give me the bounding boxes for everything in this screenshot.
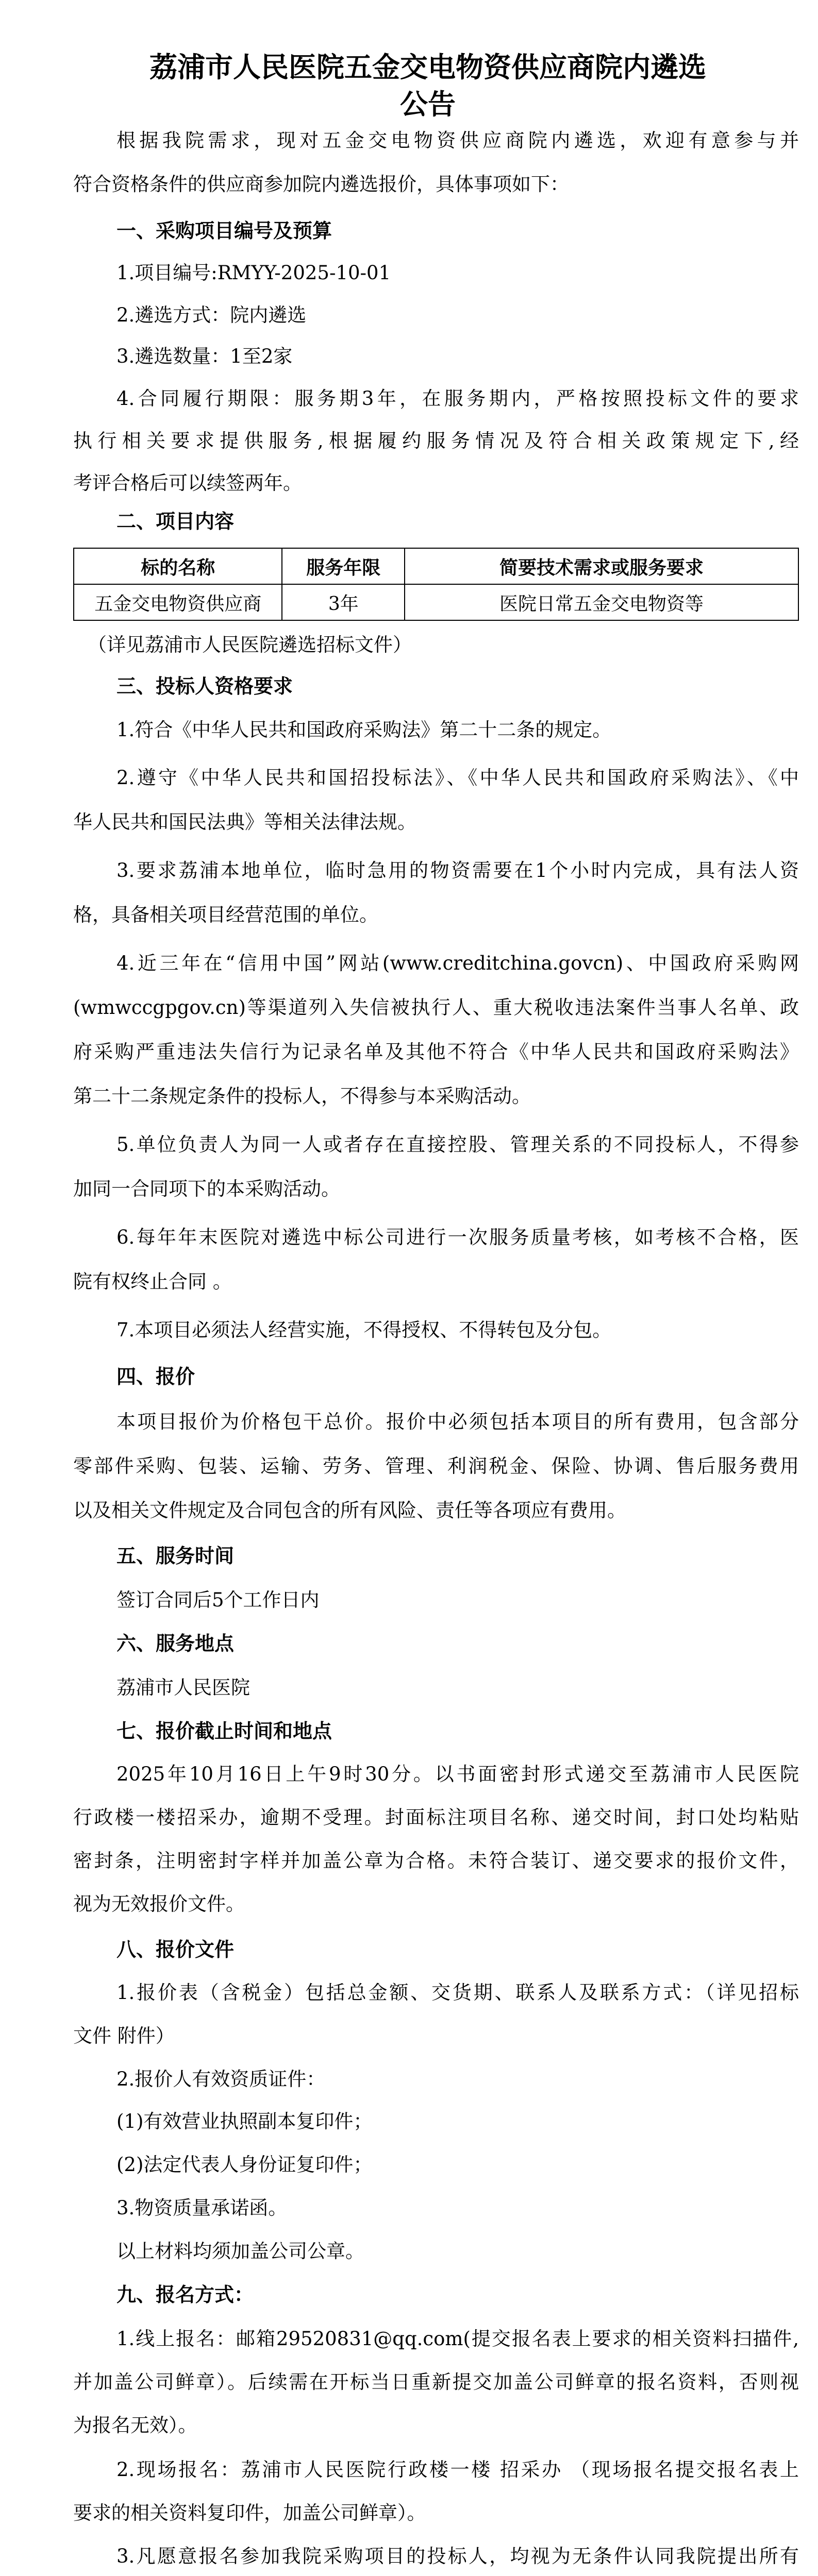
qualification-item: 7.本项目必须法人经营实施，不得授权、不得转包及分包。 [116, 1319, 612, 1341]
contract-term-line: 执行相关要求提供服务,根据履约服务情况及符合相关政策规定下,经 [73, 430, 799, 452]
quote-doc-line: 2.报价人有效资质证件： [116, 2068, 326, 2090]
price-line: 零部件采购、包装、运输、劳务、管理、利润税金、保险、协调、售后服务费用 [73, 1455, 799, 1477]
registration-line: 1.线上报名：邮箱29520831@qq.com(提交报名表上要求的相关资料扫描件, [116, 2328, 799, 2350]
qualification-item: 5.单位负责人为同一人或者存在直接控股、管理关系的不同投标人，不得参 [116, 1133, 799, 1156]
registration-line: 要求的相关资料复印件，加盖公司鲜章）。 [73, 2502, 426, 2524]
page-title-line2: 公告 [400, 88, 456, 121]
qualification-item: 2.遵守《中华人民共和国招投标法》、《中华人民共和国政府采购法》、《中 [116, 767, 799, 789]
registration-line: 并加盖公司鲜章）。后续需在开标当日重新提交加盖公司鲜章的报名资料，否则视 [73, 2371, 799, 2393]
table-header: 简要技术需求或服务要求 [405, 548, 798, 584]
project-number: 1.项目编号:RMYY-2025-10-01 [116, 262, 391, 284]
price-line: 本项目报价为价格包干总价。报价中必须包括本项目的所有费用，包含部分 [116, 1411, 799, 1433]
quote-doc-line: 文件 附件） [73, 2025, 175, 2047]
table-cell: 五金交电物资供应商 [74, 584, 282, 620]
section-heading: 七、报价截止时间和地点 [116, 1720, 332, 1742]
deadline-line: 密封条，注明密封字样并加盖公章为合格。未符合装订、递交要求的报价文件， [73, 1850, 799, 1872]
table-cell: 3年 [282, 584, 405, 620]
table-header: 服务年限 [282, 548, 405, 584]
service-location: 荔浦市人民医院 [116, 1676, 250, 1699]
quote-doc-line: 3.物资质量承诺函。 [116, 2197, 288, 2219]
quote-doc-line: 1.报价表（含税金）包括总金额、交货期、联系人及联系方式：（详见招标 [116, 1981, 799, 2004]
qualification-item: 4.近三年在“信用中国”网站(www.creditchina.govcn)、中国政府采购网 [116, 952, 799, 974]
section-heading: 八、报价文件 [116, 1938, 235, 1961]
qualification-item: 1.符合《中华人民共和国政府采购法》第二十二条的规定。 [116, 719, 612, 741]
qualification-item: (wmwccgpgov.cn)等渠道列入失信被执行人、重大税收违法案件当事人名单、政 [73, 996, 799, 1019]
page-title: 荔浦市人民医院五金交电物资供应商院内遴选 [149, 51, 706, 83]
qualification-item: 华人民共和国民法典》等相关法律法规。 [73, 811, 416, 833]
qualification-item: 第二十二条规定条件的投标人，不得参与本采购活动。 [73, 1085, 531, 1107]
qualification-item: 3.要求荔浦本地单位，临时急用的物资需要在1个小时内完成，具有法人资 [116, 859, 799, 882]
section-heading: 二、项目内容 [116, 510, 235, 533]
deadline-line: 行政楼一楼招采办，逾期不受理。封面标注项目名称、递交时间，封口处均粘贴 [73, 1806, 799, 1828]
quote-doc-line: (2)法定代表人身份证复印件； [116, 2154, 373, 2176]
quote-doc-line: 以上材料均须加盖公司公章。 [116, 2240, 364, 2262]
service-time: 签订合同后5个工作日内 [116, 1589, 320, 1611]
table-row [74, 584, 798, 620]
selection-method: 2.遴选方式：院内遴选 [116, 304, 307, 326]
selection-count: 3.遴选数量：1至2家 [116, 345, 293, 367]
section-heading: 五、服务时间 [116, 1545, 235, 1567]
table-note: （详见荔浦市人民医院遴选招标文件） [88, 634, 412, 656]
table-cell: 医院日常五金交电物资等 [405, 584, 798, 620]
qualification-item: 格，具备相关项目经营范围的单位。 [73, 904, 378, 926]
registration-line: 2.现场报名：荔浦市人民医院行政楼一楼 招采办 （现场报名提交报名表上 [116, 2459, 799, 2481]
qualification-item: 6.每年年末医院对遴选中标公司进行一次服务质量考核，如考核不合格，医 [116, 1226, 799, 1248]
registration-line: 3.凡愿意报名参加我院采购项目的投标人，均视为无条件认同我院提出所有 [116, 2545, 799, 2567]
section-heading: 一、采购项目编号及预算 [116, 219, 332, 242]
contract-term-line: 4.合同履行期限：服务期3年，在服务期内，严格按照投标文件的要求 [116, 387, 799, 410]
registration-line: 为报名无效）。 [73, 2414, 197, 2436]
contract-term-line: 考评合格后可以续签两年。 [73, 472, 302, 494]
qualification-item: 院有权终止合同 。 [73, 1270, 232, 1293]
quote-doc-line: (1)有效营业执照副本复印件； [116, 2110, 373, 2132]
section-heading: 六、服务地点 [116, 1632, 235, 1655]
intro-line: 符合资格条件的供应商参加院内遴选报价，具体事项如下： [73, 173, 569, 195]
section-heading: 九、报名方式： [116, 2283, 254, 2306]
table-header-row [74, 548, 798, 584]
deadline-line: 2025年10月16日上午9时30分。以书面密封形式递交至荔浦市人民医院 [116, 1763, 799, 1785]
price-line: 以及相关文件规定及合同包含的所有风险、责任等各项应有费用。 [73, 1499, 626, 1521]
qualification-item: 府采购严重违法失信行为记录名单及其他不符合《中华人民共和国政府采购法》 [73, 1041, 799, 1063]
project-table [73, 548, 799, 621]
section-heading: 三、投标人资格要求 [116, 675, 293, 698]
table-header: 标的名称 [74, 548, 282, 584]
qualification-item: 加同一合同项下的本采购活动。 [73, 1178, 340, 1200]
deadline-line: 视为无效报价文件。 [73, 1893, 245, 1915]
section-heading: 四、报价 [116, 1365, 195, 1388]
intro-line: 根据我院需求，现对五金交电物资供应商院内遴选，欢迎有意参与并 [116, 129, 799, 151]
